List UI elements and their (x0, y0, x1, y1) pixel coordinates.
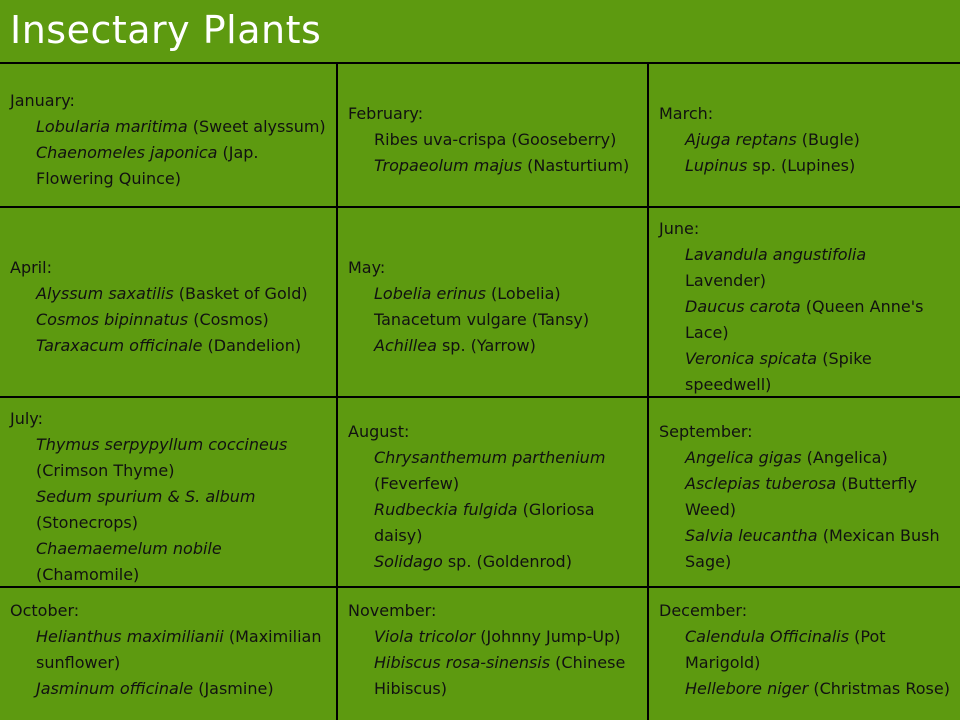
common-name: Tanacetum vulgare (Tansy) (374, 310, 590, 329)
scientific-name: Viola tricolor (374, 627, 476, 646)
scientific-name: Solidago (374, 552, 443, 571)
month-cell (338, 588, 649, 720)
scientific-name: Alyssum saxatilis (36, 284, 174, 303)
scientific-name: Achillea (374, 336, 437, 355)
scientific-name: Hellebore niger (685, 679, 809, 698)
plant-entry (685, 242, 950, 294)
scientific-name: Chrysanthemum parthenium (374, 448, 606, 467)
month-label: March: (659, 104, 714, 123)
scientific-name: Chaenomeles japonica (36, 143, 218, 162)
plant-entry (685, 445, 950, 471)
common-name: sp. (Yarrow) (436, 336, 536, 355)
common-name: (Chinese Hibiscus) (374, 653, 626, 698)
month-cell (0, 208, 338, 398)
scientific-name: Jasminum officinale (36, 679, 194, 698)
common-name: (Queen Anne's Lace) (685, 297, 924, 342)
plant-entry (374, 549, 637, 575)
month-cell (338, 62, 649, 208)
common-name: (Jasmine) (193, 679, 274, 698)
common-name: (Nasturtium) (522, 156, 630, 175)
common-name: Ribes uva-crispa (Gooseberry) (374, 130, 617, 149)
common-name: (Pot Marigold) (685, 627, 886, 672)
plant-entry (685, 294, 950, 346)
month-label: April: (10, 258, 52, 277)
plant-entry (374, 497, 637, 549)
plant-entry (685, 523, 950, 575)
common-name: (Basket of Gold) (173, 284, 308, 303)
scientific-name: Taraxacum officinale (36, 336, 203, 355)
scientific-name: Helianthus maximilianii (36, 627, 224, 646)
plant-entry (685, 153, 950, 179)
common-name: sp. (Lupines) (747, 156, 856, 175)
common-name: Lavender) (685, 271, 766, 290)
scientific-name: Ajuga reptans (685, 130, 797, 149)
common-name: (Stonecrops) (36, 513, 138, 532)
common-name: (Maximilian sunflower) (36, 627, 322, 672)
plant-entry (374, 307, 637, 333)
month-label: September: (659, 422, 753, 441)
scientific-name: Daucus carota (685, 297, 801, 316)
scientific-name: Chaemaemelum nobile (36, 539, 222, 558)
plant-entry (685, 624, 950, 676)
month-label: July: (10, 409, 43, 428)
scientific-name: Sedum spurium & S. album (36, 487, 256, 506)
month-cell (649, 398, 960, 588)
plant-entry (36, 140, 326, 192)
plant-entry (36, 676, 326, 702)
plant-entry (374, 624, 637, 650)
common-name: (Chamomile) (36, 565, 140, 584)
scientific-name: Salvia leucantha (685, 526, 818, 545)
plant-entry (374, 127, 637, 153)
scientific-name: Lobularia maritima (36, 117, 188, 136)
month-cell (338, 208, 649, 398)
common-name: (Dandelion) (202, 336, 302, 355)
month-label: August: (348, 422, 410, 441)
common-name: (Crimson Thyme) (36, 461, 175, 480)
common-name: (Jap. Flowering Quince) (36, 143, 259, 188)
scientific-name: Hibiscus rosa-sinensis (374, 653, 551, 672)
plant-entry (374, 281, 637, 307)
common-name: (Feverfew) (374, 474, 460, 493)
month-cell (0, 398, 338, 588)
month-cell (649, 208, 960, 398)
plant-entry (374, 445, 637, 497)
month-label: May: (348, 258, 386, 277)
plant-entry (36, 432, 326, 484)
scientific-name: Calendula Officinalis (685, 627, 850, 646)
month-label: December: (659, 601, 748, 620)
common-name: (Angelica) (801, 448, 888, 467)
plant-entry (36, 333, 326, 359)
common-name: (Gloriosa daisy) (374, 500, 595, 545)
plant-entry (36, 307, 326, 333)
month-cell (338, 398, 649, 588)
month-cell (0, 62, 338, 208)
month-label: January: (10, 91, 75, 110)
plant-entry (36, 484, 326, 536)
plant-entry (685, 471, 950, 523)
scientific-name: Veronica spicata (685, 349, 818, 368)
common-name: (Johnny Jump-Up) (475, 627, 621, 646)
month-label: June: (659, 219, 700, 238)
page-title: Insectary Plants (10, 8, 322, 52)
scientific-name: Tropaeolum majus (374, 156, 523, 175)
month-cell (0, 588, 338, 720)
month-label: October: (10, 601, 80, 620)
common-name: (Christmas Rose) (808, 679, 950, 698)
plant-entry (685, 127, 950, 153)
plant-entry (685, 676, 950, 702)
plant-entry (36, 536, 326, 588)
plant-entry (36, 281, 326, 307)
scientific-name: Lavandula angustifolia (685, 245, 867, 264)
scientific-name: Cosmos bipinnatus (36, 310, 189, 329)
scientific-name: Lobelia erinus (374, 284, 486, 303)
scientific-name: Rudbeckia fulgida (374, 500, 518, 519)
common-name: (Cosmos) (188, 310, 269, 329)
month-cell (649, 588, 960, 720)
month-label: November: (348, 601, 437, 620)
month-label: February: (348, 104, 424, 123)
common-name: sp. (Goldenrod) (442, 552, 572, 571)
scientific-name: Lupinus (685, 156, 748, 175)
common-name: (Butterfly Weed) (685, 474, 918, 519)
scientific-name: Thymus serpypyllum coccineus (36, 435, 288, 454)
plant-entry (374, 333, 637, 359)
common-name: (Mexican Bush Sage) (685, 526, 940, 571)
plant-entry (36, 114, 326, 140)
insectary-table (0, 62, 960, 720)
common-name: (Spike speedwell) (685, 349, 872, 394)
plant-entry (685, 346, 950, 398)
plant-entry (374, 650, 637, 702)
plant-entry (374, 153, 637, 179)
scientific-name: Angelica gigas (685, 448, 802, 467)
plant-entry (36, 624, 326, 676)
common-name: (Lobelia) (485, 284, 561, 303)
month-cell (649, 62, 960, 208)
common-name: (Bugle) (796, 130, 860, 149)
common-name: (Sweet alyssum) (187, 117, 326, 136)
scientific-name: Asclepias tuberosa (685, 474, 837, 493)
